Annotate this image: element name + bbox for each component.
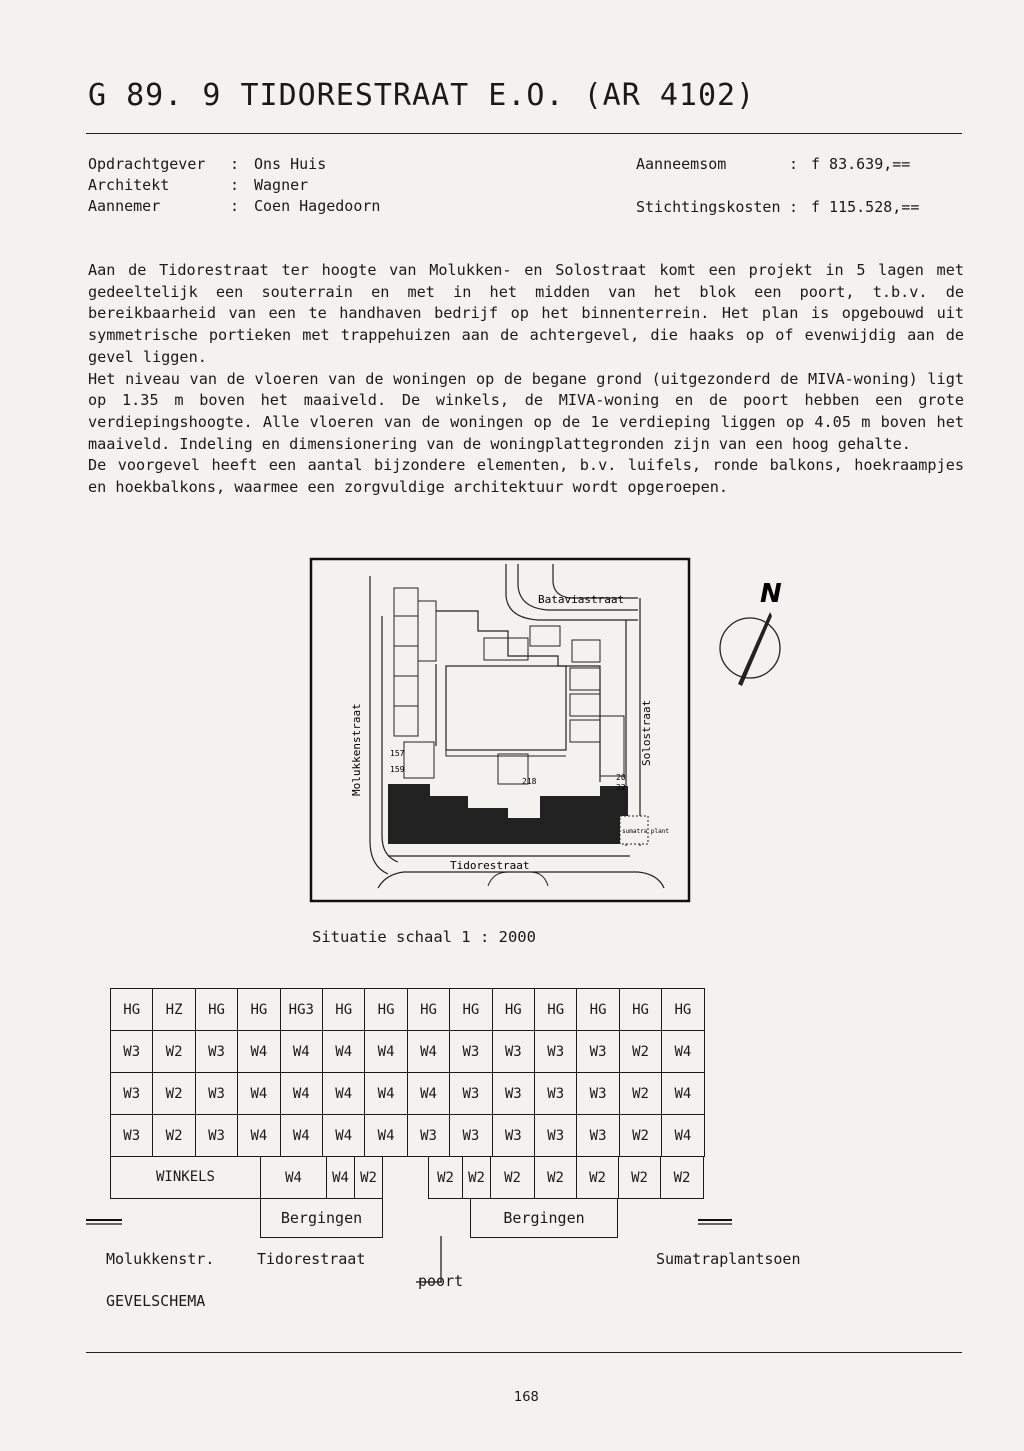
gevel-cell: W4 xyxy=(661,1114,704,1157)
gevel-cell: HG xyxy=(237,988,280,1031)
house-number-22: 22 xyxy=(616,783,626,792)
page-title: G 89. 9 TIDORESTRAAT E.O. (AR 4102) xyxy=(88,78,756,113)
street-label-batavia: Bataviastraat xyxy=(538,593,625,606)
gevel-cell: HG xyxy=(110,988,153,1031)
gevel-cell: W4 xyxy=(407,1030,450,1073)
intro-paragraph-2: Het niveau van de vloeren van de woningen op de begane grond (uitgezonderd de MIVA-woning) ligt op 1.35 m boven het maaiveld. De winkels, de MIVA-woning en de poort hebben een grote verdiepingshoogte. Alle vloeren van de woningen op de 1e verdieping liggen op 4.05 m boven het maaiveld. Indeling en dimensionering van de woningplattegronden zijn van een hoog gehalte. xyxy=(88,369,964,453)
gevel-cell: W3 xyxy=(195,1030,238,1073)
gevel-cell: W3 xyxy=(576,1072,619,1115)
gevel-cell: W2 xyxy=(619,1114,662,1157)
gevel-cell: W2 xyxy=(660,1156,704,1199)
gevel-cell: W2 xyxy=(152,1072,195,1115)
house-number-20: 20 xyxy=(616,773,626,782)
aanneemsom-row xyxy=(636,155,910,173)
street-label-molukken: Molukkenstraat xyxy=(350,703,363,796)
gevel-cell: W2 xyxy=(354,1156,383,1199)
gevel-cell: W2 xyxy=(152,1030,195,1073)
label-tidorestraat: Tidorestraat xyxy=(257,1250,366,1268)
bergingen-left: Bergingen xyxy=(260,1198,383,1238)
gevel-cell: HG xyxy=(364,988,407,1031)
architekt-value: Wagner xyxy=(254,176,309,194)
label-gevelschema: GEVELSCHEMA xyxy=(106,1292,206,1310)
gevel-cell: W3 xyxy=(534,1030,577,1073)
aannemer-row xyxy=(88,197,380,215)
aanneemsom-value: f 83.639,== xyxy=(811,155,911,173)
label-sumatraplantsoen: Sumatraplantsoen xyxy=(656,1250,801,1268)
gevel-cell: W3 xyxy=(492,1072,535,1115)
intro-text xyxy=(88,260,964,499)
aannemer-label: Aannemer xyxy=(88,197,161,215)
gevel-cell: HG xyxy=(322,988,365,1031)
gevel-cell: W2 xyxy=(619,1030,662,1073)
gevel-cell: W4 xyxy=(237,1072,280,1115)
gevel-cell: W2 xyxy=(490,1156,535,1199)
gevel-cell: W4 xyxy=(407,1072,450,1115)
gevel-cell: W2 xyxy=(576,1156,619,1199)
gevel-cell: W3 xyxy=(110,1030,153,1073)
intro-paragraph-1: Aan de Tidorestraat ter hoogte van Molukken- en Solostraat komt een projekt in 5 lagen met gedeeltelijk een souterrain en met in het midden van het blok een poort, t.b.v. de bereikbaarheid van een te handhaven bedrijf op het binnenterrein. Het plan is opgebouwd uit symmetrische portieken met trappehuizen aan de achtergevel, die haaks op of evenwijdig aan de gevel liggen. xyxy=(88,261,964,366)
gevel-cell: HG xyxy=(195,988,238,1031)
gevel-cell: W4 xyxy=(322,1072,365,1115)
gevel-cell: W4 xyxy=(322,1030,365,1073)
gevel-cell: W4 xyxy=(364,1114,407,1157)
gevel-cell: W3 xyxy=(534,1114,577,1157)
opdrachtgever-label: Opdrachtgever xyxy=(88,155,206,173)
architekt-row xyxy=(88,176,308,194)
gevel-cell: HG xyxy=(407,988,450,1031)
separator: : xyxy=(230,197,240,215)
label-molukkenstr: Molukkenstr. xyxy=(106,1250,215,1268)
sumatra-label: sumatra plant xyxy=(622,828,669,835)
gevel-cell: W3 xyxy=(449,1072,492,1115)
bergingen-right: Bergingen xyxy=(470,1198,618,1238)
house-number-218: 218 xyxy=(522,777,537,786)
gevel-cell: W4 xyxy=(661,1030,704,1073)
gevel-cell: W3 xyxy=(576,1114,619,1157)
winkels-cell: WINKELS xyxy=(110,1156,260,1199)
gevel-cell: W3 xyxy=(492,1114,535,1157)
site-plan-caption: Situatie schaal 1 : 2000 xyxy=(312,928,536,946)
gevel-cell: W4 xyxy=(280,1072,323,1115)
gevel-cell: HG xyxy=(492,988,535,1031)
gevel-cell: W4 xyxy=(280,1030,323,1073)
gevel-cell: W2 xyxy=(618,1156,661,1199)
gevel-cell: HG3 xyxy=(280,988,323,1031)
architekt-label: Architekt xyxy=(88,176,170,194)
page-number: 168 xyxy=(514,1390,539,1405)
gevel-cell: W3 xyxy=(195,1114,238,1157)
gevel-cell: HG xyxy=(534,988,577,1031)
label-poort: poort xyxy=(418,1272,464,1290)
gevel-cell: HG xyxy=(619,988,662,1031)
gevel-cell: HG xyxy=(449,988,492,1031)
gevel-cell: W4 xyxy=(661,1072,704,1115)
gevel-cell: W4 xyxy=(364,1030,407,1073)
north-label: N xyxy=(760,579,782,609)
street-label-solo: Solostraat xyxy=(640,699,653,766)
gevel-cell: W3 xyxy=(110,1072,153,1115)
gevel-cell: W4 xyxy=(237,1114,280,1157)
gevel-cell: W2 xyxy=(462,1156,491,1199)
separator: : xyxy=(230,155,240,173)
gevel-cell: W3 xyxy=(534,1072,577,1115)
north-arrow-icon xyxy=(712,572,792,692)
gevel-cell: W4 xyxy=(280,1114,323,1157)
gevel-cell: W3 xyxy=(492,1030,535,1073)
gevel-cell: W4 xyxy=(364,1072,407,1115)
gevel-cell: W4 xyxy=(322,1114,365,1157)
house-number-157: 157 xyxy=(390,749,405,758)
aanneemsom-label: Aanneemsom xyxy=(636,155,727,173)
footer-rule xyxy=(86,1352,962,1353)
site-plan-map xyxy=(308,556,692,904)
separator: : xyxy=(789,198,799,216)
gevel-cell: W3 xyxy=(110,1114,153,1157)
gevel-cell: W3 xyxy=(449,1114,492,1157)
aannemer-value: Coen Hagedoorn xyxy=(254,197,381,215)
gevel-cell: HZ xyxy=(152,988,195,1031)
gevel-cell: W3 xyxy=(407,1114,450,1157)
gevel-cell: W3 xyxy=(449,1030,492,1073)
gevel-ground-lines xyxy=(86,1188,736,1298)
gevel-cell: W4 xyxy=(326,1156,355,1199)
gevel-cell: W3 xyxy=(576,1030,619,1073)
gevel-cell: W4 xyxy=(260,1156,327,1199)
gevel-cell: W2 xyxy=(152,1114,195,1157)
gevel-cell: HG xyxy=(661,988,704,1031)
gevel-cell: W2 xyxy=(534,1156,577,1199)
gevel-cell: W2 xyxy=(619,1072,662,1115)
separator: : xyxy=(230,176,240,194)
gevel-cell: W3 xyxy=(195,1072,238,1115)
gevel-cell: W4 xyxy=(237,1030,280,1073)
stichtingskosten-row xyxy=(636,198,919,216)
house-number-159: 159 xyxy=(390,765,405,774)
gevel-cell: HG xyxy=(576,988,619,1031)
opdrachtgever-value: Ons Huis xyxy=(254,155,327,173)
street-label-tidore: Tidorestraat xyxy=(450,859,530,872)
intro-paragraph-3: De voorgevel heeft een aantal bijzondere elementen, b.v. luifels, ronde balkons, hoekraampjes en hoekbalkons, waarmee een zorgvuldige architektuur wordt opgeroepen. xyxy=(88,456,964,497)
title-rule xyxy=(86,133,962,134)
stichtingskosten-value: f 115.528,== xyxy=(811,198,920,216)
opdrachtgever-row xyxy=(88,155,326,173)
stichtingskosten-label: Stichtingskosten xyxy=(636,198,781,216)
separator: : xyxy=(789,155,799,173)
gevel-cell: W2 xyxy=(428,1156,463,1199)
